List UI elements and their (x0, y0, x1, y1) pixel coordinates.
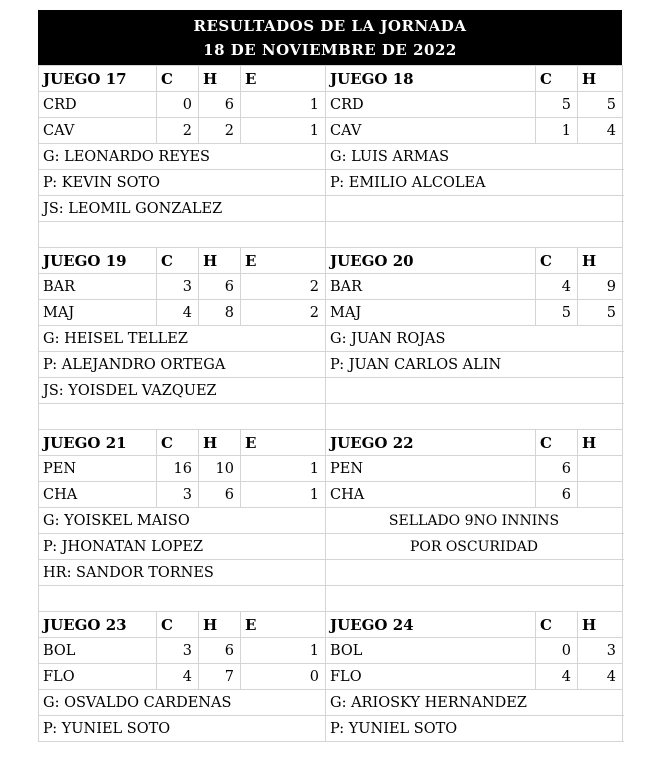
errors-cell: 2 (241, 300, 326, 326)
team-name: PEN (326, 456, 536, 482)
game-note (326, 196, 623, 222)
team-name: CHA (39, 482, 157, 508)
game-note: G: HEISEL TELLEZ (39, 326, 326, 352)
spacer-cell (39, 222, 326, 248)
team-name: BAR (326, 274, 536, 300)
runs-cell: 4 (536, 664, 578, 690)
game-note: P: KEVIN SOTO (39, 170, 326, 196)
game-title: JUEGO 17 (39, 66, 157, 92)
game-note: G: LUIS ARMAS (326, 144, 623, 170)
runs-cell: 6 (536, 482, 578, 508)
runs-cell: 2 (157, 118, 199, 144)
hits-cell: 2 (199, 118, 241, 144)
game-note: G: OSVALDO CARDENAS (39, 690, 326, 716)
note-row (39, 378, 623, 404)
col-header-c: C (536, 612, 578, 638)
game-title: JUEGO 24 (326, 612, 536, 638)
hits-cell: 4 (578, 664, 623, 690)
team-name: BOL (326, 638, 536, 664)
game-note: P: ALEJANDRO ORTEGA (39, 352, 326, 378)
team-name: FLO (39, 664, 157, 690)
hits-cell (578, 482, 623, 508)
hits-cell: 3 (578, 638, 623, 664)
errors-cell: 2 (241, 274, 326, 300)
game-note: G: ARIOSKY HERNANDEZ (326, 690, 623, 716)
team-row (39, 274, 623, 300)
hits-cell: 8 (199, 300, 241, 326)
errors-cell: 1 (241, 456, 326, 482)
game-note (326, 378, 623, 404)
team-row (39, 118, 623, 144)
errors-cell: 1 (241, 92, 326, 118)
col-header-e: E (241, 612, 326, 638)
team-name: CAV (39, 118, 157, 144)
runs-cell: 0 (157, 92, 199, 118)
col-header-h: H (199, 248, 241, 274)
team-row (39, 482, 623, 508)
game-note (326, 560, 623, 586)
runs-cell: 4 (157, 300, 199, 326)
game-title: JUEGO 20 (326, 248, 536, 274)
hits-cell: 6 (199, 638, 241, 664)
team-name: PEN (39, 456, 157, 482)
note-row (39, 196, 623, 222)
runs-cell: 3 (157, 638, 199, 664)
col-header-h: H (578, 612, 623, 638)
game-note: P: JUAN CARLOS ALIN (326, 352, 623, 378)
game-note: P: YUNIEL SOTO (326, 716, 623, 742)
col-header-e: E (241, 430, 326, 456)
col-header-h: H (199, 612, 241, 638)
game-title: JUEGO 23 (39, 612, 157, 638)
errors-cell: 0 (241, 664, 326, 690)
game-note: G: YOISKEL MAISO (39, 508, 326, 534)
errors-cell: 1 (241, 118, 326, 144)
hits-cell: 9 (578, 274, 623, 300)
hits-cell: 6 (199, 92, 241, 118)
team-row (39, 300, 623, 326)
spacer-cell (39, 586, 326, 612)
game-title: JUEGO 18 (326, 66, 536, 92)
spacer-row (39, 586, 623, 612)
game-title-row (39, 248, 623, 274)
note-row (39, 144, 623, 170)
runs-cell: 4 (157, 664, 199, 690)
team-name: CHA (326, 482, 536, 508)
runs-cell: 6 (536, 456, 578, 482)
game-note: G: LEONARDO REYES (39, 144, 326, 170)
note-row (39, 352, 623, 378)
team-name: CRD (39, 92, 157, 118)
team-row (39, 638, 623, 664)
team-row (39, 456, 623, 482)
col-header-c: C (157, 612, 199, 638)
results-sheet (38, 10, 622, 742)
spacer-row (39, 222, 623, 248)
col-header-e: E (241, 248, 326, 274)
header-title: RESULTADOS DE LA JORNADA (193, 17, 467, 35)
team-name: BAR (39, 274, 157, 300)
col-header-h: H (578, 66, 623, 92)
hits-cell (578, 456, 623, 482)
note-row (39, 534, 623, 560)
game-title-row (39, 612, 623, 638)
spacer-cell (326, 404, 623, 430)
spacer-cell (39, 404, 326, 430)
game-note: G: JUAN ROJAS (326, 326, 623, 352)
team-name: CAV (326, 118, 536, 144)
hits-cell: 5 (578, 300, 623, 326)
note-row (39, 560, 623, 586)
errors-cell: 1 (241, 638, 326, 664)
col-header-c: C (157, 430, 199, 456)
team-row (39, 92, 623, 118)
runs-cell: 5 (536, 300, 578, 326)
hits-cell: 4 (578, 118, 623, 144)
note-row (39, 690, 623, 716)
game-note: P: YUNIEL SOTO (39, 716, 326, 742)
errors-cell: 1 (241, 482, 326, 508)
game-note: POR OSCURIDAD (326, 534, 623, 560)
team-name: MAJ (326, 300, 536, 326)
hits-cell: 5 (578, 92, 623, 118)
team-name: MAJ (39, 300, 157, 326)
results-table (38, 65, 623, 742)
runs-cell: 3 (157, 482, 199, 508)
hits-cell: 7 (199, 664, 241, 690)
game-note: P: JHONATAN LOPEZ (39, 534, 326, 560)
game-note: JS: YOISDEL VAZQUEZ (39, 378, 326, 404)
game-title-row (39, 430, 623, 456)
runs-cell: 16 (157, 456, 199, 482)
page-header (38, 10, 622, 65)
results-body (39, 66, 623, 742)
runs-cell: 1 (536, 118, 578, 144)
spacer-row (39, 404, 623, 430)
col-header-c: C (157, 66, 199, 92)
note-row (39, 716, 623, 742)
game-title: JUEGO 21 (39, 430, 157, 456)
hits-cell: 10 (199, 456, 241, 482)
note-row (39, 326, 623, 352)
col-header-h: H (199, 66, 241, 92)
col-header-e: E (241, 66, 326, 92)
col-header-h: H (578, 430, 623, 456)
game-title: JUEGO 22 (326, 430, 536, 456)
hits-cell: 6 (199, 482, 241, 508)
game-note: HR: SANDOR TORNES (39, 560, 326, 586)
col-header-h: H (578, 248, 623, 274)
game-title-row (39, 66, 623, 92)
header-date: 18 DE NOVIEMBRE DE 2022 (203, 41, 457, 59)
hits-cell: 6 (199, 274, 241, 300)
note-row (39, 170, 623, 196)
col-header-h: H (199, 430, 241, 456)
game-note: JS: LEOMIL GONZALEZ (39, 196, 326, 222)
runs-cell: 4 (536, 274, 578, 300)
team-name: FLO (326, 664, 536, 690)
spacer-cell (326, 222, 623, 248)
game-note: P: EMILIO ALCOLEA (326, 170, 623, 196)
col-header-c: C (536, 66, 578, 92)
runs-cell: 0 (536, 638, 578, 664)
game-note: SELLADO 9NO INNINS (326, 508, 623, 534)
team-name: BOL (39, 638, 157, 664)
runs-cell: 3 (157, 274, 199, 300)
col-header-c: C (157, 248, 199, 274)
team-row (39, 664, 623, 690)
note-row (39, 508, 623, 534)
team-name: CRD (326, 92, 536, 118)
game-title: JUEGO 19 (39, 248, 157, 274)
spacer-cell (326, 586, 623, 612)
col-header-c: C (536, 430, 578, 456)
runs-cell: 5 (536, 92, 578, 118)
col-header-c: C (536, 248, 578, 274)
